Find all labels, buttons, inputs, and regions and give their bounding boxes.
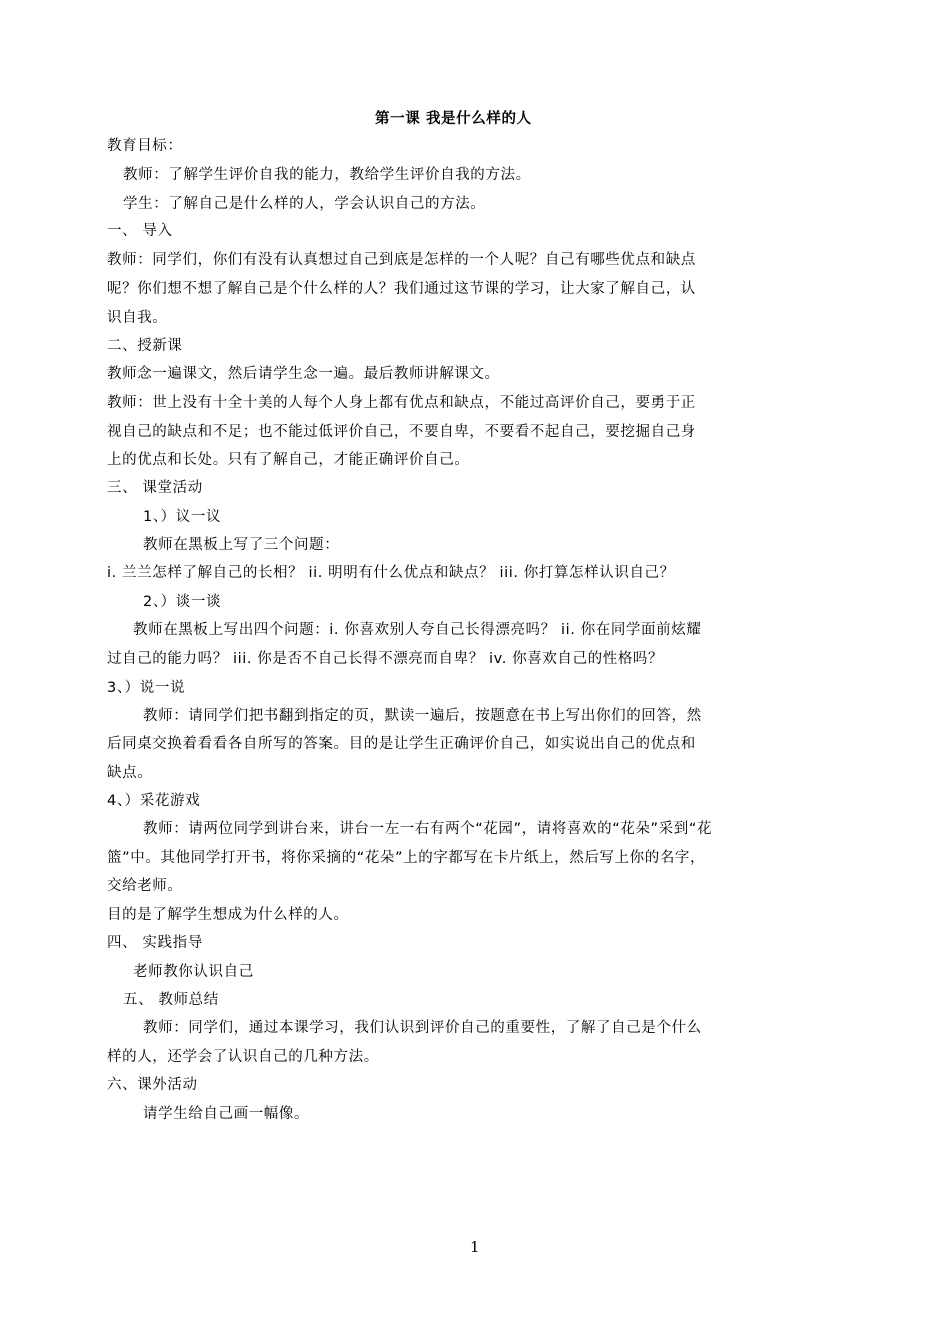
page-title: 第一课 我是什么样的人 <box>375 111 532 127</box>
paragraph-line: 呢？你们想不想了解自己是个什么样的人？我们通过这节课的学习，让大家了解自己，认 <box>107 281 696 297</box>
paragraph-line: 识自我。 <box>107 310 168 326</box>
paragraph-line: 上的优点和长处。只有了解自己，才能正确评价自己。 <box>107 452 470 468</box>
activity-heading: 2、）谈一谈 <box>143 594 222 610</box>
paragraph-line: 请学生给自己画一幅像。 <box>143 1106 310 1122</box>
section-label: 教育目标： <box>107 138 183 154</box>
activity-heading: 1、）议一议 <box>143 509 222 525</box>
question-line: 过自己的能力吗？ iii. 你是否不自己长得不漂亮而自卑？ iv. 你喜欢自己的性格吗？ <box>107 651 664 667</box>
paragraph-line: 篮”中。其他同学打开书，将你采摘的“花朵”上的字都写在卡片纸上，然后写上你的名字， <box>107 850 706 866</box>
paragraph-line: 目的是了解学生想成为什么样的人。 <box>107 907 349 923</box>
question-line: i. 兰兰怎样了解自己的长相？ ii. 明明有什么优点和缺点？ iii. 你打算怎样认识自己？ <box>107 565 675 581</box>
section-heading: 二、授新课 <box>107 338 183 354</box>
paragraph-line: 教师：同学们，通过本课学习，我们认识到评价自己的重要性，了解了自己是个什么 <box>143 1020 702 1036</box>
section-heading: 三、 课堂活动 <box>107 480 203 496</box>
section-heading: 五、 教师总结 <box>123 992 219 1008</box>
objective-student: 学生：了解自己是什么样的人，学会认识自己的方法。 <box>123 196 486 212</box>
paragraph-line: 教师在黑板上写了三个问题： <box>143 537 340 553</box>
paragraph-line: 交给老师。 <box>107 878 183 894</box>
question-line: 教师在黑板上写出四个问题：i. 你喜欢别人夸自己长得漂亮吗？ ii. 你在同学面前炫耀 <box>133 622 702 638</box>
paragraph-line: 老师教你认识自己 <box>133 964 254 980</box>
section-heading: 四、 实践指导 <box>107 935 203 951</box>
page-number: 1 <box>470 1238 480 1256</box>
paragraph-line: 教师念一遍课文，然后请学生念一遍。最后教师讲解课文。 <box>107 366 500 382</box>
section-heading: 六、课外活动 <box>107 1077 198 1093</box>
paragraph-line: 样的人，还学会了认识自己的几种方法。 <box>107 1049 379 1065</box>
paragraph-line: 视自己的缺点和不足；也不能过低评价自己，不要自卑，不要看不起自己，要挖掘自己身 <box>107 424 696 440</box>
paragraph-line: 后同桌交换着看看各自所写的答案。目的是让学生正确评价自己，如实说出自己的优点和 <box>107 736 696 752</box>
activity-heading: 3、）说一说 <box>107 680 186 696</box>
section-heading: 一、 导入 <box>107 223 173 239</box>
paragraph-line: 教师：请同学们把书翻到指定的页，默读一遍后，按题意在书上写出你们的回答，然 <box>143 708 702 724</box>
activity-heading: 4、）采花游戏 <box>107 793 201 809</box>
paragraph-line: 教师：世上没有十全十美的人每个人身上都有优点和缺点，不能过高评价自己，要勇于正 <box>107 395 696 411</box>
paragraph-line: 缺点。 <box>107 765 153 781</box>
objective-teacher: 教师：了解学生评价自我的能力，教给学生评价自我的方法。 <box>123 167 531 183</box>
paragraph-line: 教师：请两位同学到讲台来，讲台一左一右有两个“花园”，请将喜欢的“花朵”采到“花 <box>143 821 713 837</box>
paragraph-line: 教师：同学们，你们有没有认真想过自己到底是怎样的一个人呢？自己有哪些优点和缺点 <box>107 252 696 268</box>
